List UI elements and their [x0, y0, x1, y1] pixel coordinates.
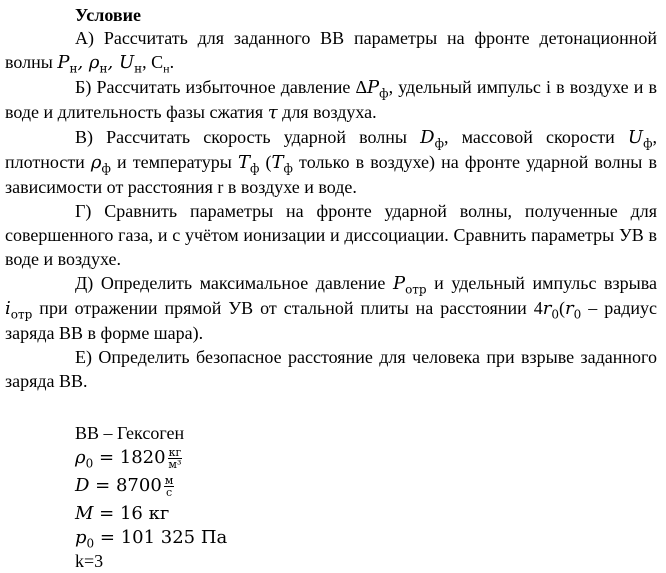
sub-f: ф [379, 86, 389, 101]
var-rho: , ρ [77, 52, 100, 73]
sub-zero: 0 [86, 536, 95, 551]
given-k: k=3 [75, 551, 104, 571]
paragraph-a [5, 26, 657, 75]
var-M: M [75, 503, 94, 524]
given-mass [75, 501, 657, 525]
sub-h: н [134, 61, 143, 76]
unit-denominator: м³ [168, 458, 182, 472]
given-detonation-velocity [75, 473, 657, 501]
var-P: P [57, 52, 70, 73]
velocity-value: = 8700 [89, 475, 162, 496]
paragraph-a-text: А) Рассчитать для заданного ВВ параметры на фронте детонационной волны [5, 28, 657, 72]
paragraph-c-text: только в воздухе) на фронте ударной волны в зависимости от расстояния r в воздухе и воде. [5, 152, 657, 197]
var-C: , C [142, 52, 164, 72]
paragraph-e-text: ( [558, 298, 565, 318]
sub-zero: 0 [551, 307, 559, 322]
spacer [5, 393, 657, 421]
var-rho: ρ [75, 447, 86, 468]
given-data [75, 421, 657, 573]
var-r: r [564, 298, 574, 319]
paragraph-b-text: , удельный импульс i в воздухе и в воде и длительность фазы сжатия [5, 77, 657, 122]
unit-numerator: кг [168, 446, 182, 460]
var-tau: τ [267, 102, 278, 123]
paragraph-c-text: , плотности [5, 127, 657, 172]
sub-f: ф [101, 161, 111, 176]
paragraph-e-text: – радиус заряда ВВ в форме шара). [5, 298, 657, 343]
paragraph-b-text: Б) Рассчитать избыточное давление Δ [75, 77, 368, 97]
sub-f: ф [250, 161, 260, 176]
section-title: Условие [75, 5, 141, 25]
paragraph-c-text: , массовой скорости [444, 127, 628, 147]
var-U: U [627, 127, 644, 148]
period: . [169, 52, 175, 72]
sub-h: н [69, 61, 78, 76]
pressure-value: = 101 325 Па [94, 527, 228, 548]
document [5, 4, 657, 573]
sub-f: ф [643, 136, 653, 151]
given-density [75, 445, 657, 473]
sub-h: н [99, 61, 108, 76]
var-D: D [75, 475, 90, 496]
sub-f: ф [283, 161, 293, 176]
given-pressure [75, 525, 657, 549]
paragraph-c-text: ( [259, 152, 272, 172]
velocity-unit [164, 475, 175, 498]
sub-zero: 0 [85, 456, 94, 471]
density-value: = 1820 [93, 447, 166, 468]
var-T: T [238, 152, 251, 173]
var-T: T [271, 152, 284, 173]
sub-h: н [163, 61, 170, 76]
paragraph-e [5, 271, 657, 345]
sub-otr: отр [10, 307, 33, 322]
paragraph-b [5, 75, 657, 125]
unit-denominator: с [165, 486, 173, 500]
var-P: P [367, 77, 380, 98]
paragraph-c-text: и температуры [110, 152, 238, 172]
mass-value: = 16 кг [93, 503, 170, 524]
sub-f: ф [434, 136, 444, 151]
paragraph-e-text: Д) Определить максимальное давление [75, 273, 393, 293]
var-U: , U [107, 52, 135, 73]
paragraph-f: Е) Определить безопасное расстояние для человека при взрыве заданного заряда ВВ. [5, 347, 657, 391]
paragraph-d: Г) Сравнить параметры на фронте ударной волны, полученные для совершенного газа, и с учётом ионизации и диссоциации. Сравнить параметры УВ в воде и воздухе. [5, 201, 657, 269]
sub-zero: 0 [573, 307, 582, 322]
paragraph-e-text: при отражении прямой УВ от стальной плиты на расстоянии 4 [32, 298, 543, 318]
sub-otr: отр [405, 282, 427, 297]
var-r: r [542, 298, 552, 319]
unit-numerator: м [164, 474, 174, 488]
paragraph-c-text: В) Рассчитать скорость ударной волны [75, 127, 421, 147]
var-P: P [392, 273, 406, 294]
var-p: p [75, 527, 87, 548]
var-i: i [5, 298, 11, 319]
var-rho: ρ [90, 152, 102, 173]
paragraph-c [5, 125, 657, 199]
var-D: D [420, 127, 435, 148]
density-unit [168, 447, 183, 470]
given-explosive: ВВ – Гексоген [75, 423, 185, 443]
paragraph-e-text: и удельный импульс взрыва [426, 273, 657, 293]
paragraph-b-text: для воздуха. [277, 102, 377, 122]
